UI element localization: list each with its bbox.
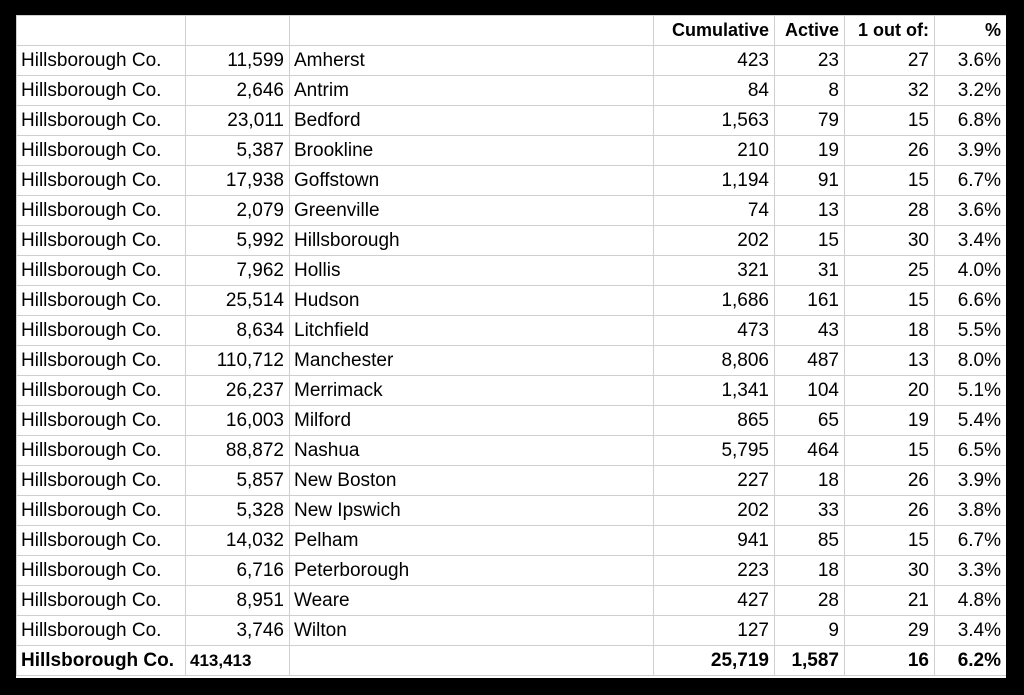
cell-town[interactable]: Goffstown bbox=[290, 166, 654, 196]
cell-one-out-of[interactable]: 26 bbox=[845, 466, 935, 496]
total-row bbox=[17, 646, 1007, 676]
cell-one-out-of[interactable]: 15 bbox=[845, 106, 935, 136]
cell-population[interactable]: 7,962 bbox=[186, 256, 290, 286]
cell-town[interactable]: Pelham bbox=[290, 526, 654, 556]
cell-town[interactable]: Amherst bbox=[290, 46, 654, 76]
cell-active[interactable]: 8 bbox=[775, 76, 845, 106]
cell-percent[interactable]: 3.6% bbox=[935, 196, 1007, 226]
cell-town[interactable]: Hudson bbox=[290, 286, 654, 316]
data-table bbox=[16, 15, 1006, 676]
cell-population[interactable]: 25,514 bbox=[186, 286, 290, 316]
cell-percent[interactable]: 3.9% bbox=[935, 466, 1007, 496]
cell-active[interactable]: 79 bbox=[775, 106, 845, 136]
cell-one-out-of[interactable]: 15 bbox=[845, 436, 935, 466]
cell-one-out-of[interactable]: 29 bbox=[845, 616, 935, 646]
cell-county[interactable]: Hillsborough Co. bbox=[17, 46, 186, 76]
cell-population[interactable]: 110,712 bbox=[186, 346, 290, 376]
table-row bbox=[17, 46, 1007, 76]
cell-percent[interactable]: 6.8% bbox=[935, 106, 1007, 136]
cell-county[interactable]: Hillsborough Co. bbox=[17, 436, 186, 466]
cell-population[interactable]: 23,011 bbox=[186, 106, 290, 136]
cell-percent[interactable]: 3.2% bbox=[935, 76, 1007, 106]
cell-cumulative[interactable]: 5,795 bbox=[654, 436, 775, 466]
cell-one-out-of[interactable]: 19 bbox=[845, 406, 935, 436]
cell-population[interactable]: 2,646 bbox=[186, 76, 290, 106]
cell-county[interactable]: Hillsborough Co. bbox=[17, 286, 186, 316]
cell-percent[interactable]: 3.3% bbox=[935, 556, 1007, 586]
table-row bbox=[17, 226, 1007, 256]
table-row bbox=[17, 466, 1007, 496]
header-percent[interactable]: % bbox=[935, 16, 1007, 46]
table-row bbox=[17, 196, 1007, 226]
cell-county[interactable]: Hillsborough Co. bbox=[17, 226, 186, 256]
cell-town[interactable]: Greenville bbox=[290, 196, 654, 226]
cell-percent[interactable]: 3.6% bbox=[935, 46, 1007, 76]
cell-population[interactable]: 16,003 bbox=[186, 406, 290, 436]
cell-active[interactable]: 104 bbox=[775, 376, 845, 406]
cell-county[interactable]: Hillsborough Co. bbox=[17, 166, 186, 196]
cell-one-out-of[interactable]: 15 bbox=[845, 166, 935, 196]
cell-active[interactable]: 43 bbox=[775, 316, 845, 346]
cell-percent[interactable]: 3.4% bbox=[935, 226, 1007, 256]
cell-one-out-of[interactable]: 13 bbox=[845, 346, 935, 376]
cell-town[interactable]: Nashua bbox=[290, 436, 654, 466]
table-row bbox=[17, 76, 1007, 106]
total-cell-one-out-of[interactable]: 16 bbox=[845, 646, 935, 676]
cell-county[interactable]: Hillsborough Co. bbox=[17, 496, 186, 526]
cell-town[interactable]: Manchester bbox=[290, 346, 654, 376]
cell-percent[interactable]: 5.5% bbox=[935, 316, 1007, 346]
table-row bbox=[17, 526, 1007, 556]
cell-one-out-of[interactable]: 26 bbox=[845, 136, 935, 166]
cell-active[interactable]: 31 bbox=[775, 256, 845, 286]
cell-active[interactable]: 65 bbox=[775, 406, 845, 436]
cell-cumulative[interactable]: 1,341 bbox=[654, 376, 775, 406]
cell-percent[interactable]: 5.4% bbox=[935, 406, 1007, 436]
cell-cumulative[interactable]: 202 bbox=[654, 226, 775, 256]
cell-town[interactable]: Weare bbox=[290, 586, 654, 616]
cell-active[interactable]: 487 bbox=[775, 346, 845, 376]
cell-one-out-of[interactable]: 25 bbox=[845, 256, 935, 286]
header-blank-population[interactable] bbox=[186, 16, 290, 46]
cell-cumulative[interactable]: 8,806 bbox=[654, 346, 775, 376]
cell-percent[interactable]: 6.7% bbox=[935, 526, 1007, 556]
cell-county[interactable]: Hillsborough Co. bbox=[17, 136, 186, 166]
cell-percent[interactable]: 5.1% bbox=[935, 376, 1007, 406]
cell-one-out-of[interactable]: 32 bbox=[845, 76, 935, 106]
cell-county[interactable]: Hillsborough Co. bbox=[17, 466, 186, 496]
cell-percent[interactable]: 3.8% bbox=[935, 496, 1007, 526]
table-row bbox=[17, 436, 1007, 466]
cell-population[interactable]: 5,992 bbox=[186, 226, 290, 256]
cell-percent[interactable]: 3.9% bbox=[935, 136, 1007, 166]
cell-population[interactable]: 17,938 bbox=[186, 166, 290, 196]
cell-cumulative[interactable]: 865 bbox=[654, 406, 775, 436]
cell-percent[interactable]: 4.0% bbox=[935, 256, 1007, 286]
cell-cumulative[interactable]: 202 bbox=[654, 496, 775, 526]
cell-population[interactable]: 14,032 bbox=[186, 526, 290, 556]
cell-county[interactable]: Hillsborough Co. bbox=[17, 586, 186, 616]
table-body bbox=[17, 46, 1007, 676]
header-blank-town[interactable] bbox=[290, 16, 654, 46]
table-row bbox=[17, 136, 1007, 166]
cell-percent[interactable]: 6.7% bbox=[935, 166, 1007, 196]
cell-population[interactable]: 5,328 bbox=[186, 496, 290, 526]
cell-active[interactable]: 91 bbox=[775, 166, 845, 196]
cell-active[interactable]: 23 bbox=[775, 46, 845, 76]
cell-population[interactable]: 88,872 bbox=[186, 436, 290, 466]
cell-one-out-of[interactable]: 30 bbox=[845, 226, 935, 256]
total-cell-percent[interactable]: 6.2% bbox=[935, 646, 1007, 676]
cell-population[interactable]: 8,634 bbox=[186, 316, 290, 346]
header-row bbox=[17, 16, 1007, 46]
table-row bbox=[17, 496, 1007, 526]
total-cell-active[interactable]: 1,587 bbox=[775, 646, 845, 676]
cell-one-out-of[interactable]: 30 bbox=[845, 556, 935, 586]
cell-one-out-of[interactable]: 20 bbox=[845, 376, 935, 406]
header-cumulative[interactable]: Cumulative bbox=[654, 16, 775, 46]
cell-active[interactable]: 85 bbox=[775, 526, 845, 556]
cell-population[interactable]: 6,716 bbox=[186, 556, 290, 586]
cell-town[interactable]: Bedford bbox=[290, 106, 654, 136]
cell-town[interactable]: Antrim bbox=[290, 76, 654, 106]
cell-town[interactable]: Brookline bbox=[290, 136, 654, 166]
cell-county[interactable]: Hillsborough Co. bbox=[17, 256, 186, 286]
cell-town[interactable]: Wilton bbox=[290, 616, 654, 646]
header-blank-county[interactable] bbox=[17, 16, 186, 46]
total-cell-population[interactable]: 413,413 bbox=[186, 646, 290, 676]
cell-county[interactable]: Hillsborough Co. bbox=[17, 616, 186, 646]
table-row bbox=[17, 406, 1007, 436]
cell-county[interactable]: Hillsborough Co. bbox=[17, 106, 186, 136]
cell-active[interactable]: 18 bbox=[775, 556, 845, 586]
cell-town[interactable]: Milford bbox=[290, 406, 654, 436]
cell-one-out-of[interactable]: 18 bbox=[845, 316, 935, 346]
header-active[interactable]: Active bbox=[775, 16, 845, 46]
cell-cumulative[interactable]: 227 bbox=[654, 466, 775, 496]
cell-active[interactable]: 33 bbox=[775, 496, 845, 526]
cell-town[interactable]: New Boston bbox=[290, 466, 654, 496]
cell-cumulative[interactable]: 473 bbox=[654, 316, 775, 346]
table-row bbox=[17, 256, 1007, 286]
cell-active[interactable]: 15 bbox=[775, 226, 845, 256]
cell-cumulative[interactable]: 223 bbox=[654, 556, 775, 586]
cell-cumulative[interactable]: 210 bbox=[654, 136, 775, 166]
cell-active[interactable]: 9 bbox=[775, 616, 845, 646]
cell-county[interactable]: Hillsborough Co. bbox=[17, 526, 186, 556]
spreadsheet bbox=[16, 15, 1006, 678]
cell-percent[interactable]: 8.0% bbox=[935, 346, 1007, 376]
cell-county[interactable]: Hillsborough Co. bbox=[17, 196, 186, 226]
cell-population[interactable]: 5,387 bbox=[186, 136, 290, 166]
cell-county[interactable]: Hillsborough Co. bbox=[17, 376, 186, 406]
table-row bbox=[17, 106, 1007, 136]
cell-cumulative[interactable]: 84 bbox=[654, 76, 775, 106]
cell-cumulative[interactable]: 941 bbox=[654, 526, 775, 556]
cell-active[interactable]: 464 bbox=[775, 436, 845, 466]
cell-population[interactable]: 26,237 bbox=[186, 376, 290, 406]
table-row bbox=[17, 556, 1007, 586]
cell-town[interactable]: New Ipswich bbox=[290, 496, 654, 526]
cell-cumulative[interactable]: 1,194 bbox=[654, 166, 775, 196]
cell-county[interactable]: Hillsborough Co. bbox=[17, 556, 186, 586]
cell-population[interactable]: 3,746 bbox=[186, 616, 290, 646]
cell-percent[interactable]: 4.8% bbox=[935, 586, 1007, 616]
cell-active[interactable]: 13 bbox=[775, 196, 845, 226]
cell-cumulative[interactable]: 423 bbox=[654, 46, 775, 76]
cell-cumulative[interactable]: 1,563 bbox=[654, 106, 775, 136]
cell-county[interactable]: Hillsborough Co. bbox=[17, 76, 186, 106]
table-row bbox=[17, 376, 1007, 406]
total-cell-town[interactable] bbox=[290, 646, 654, 676]
cell-population[interactable]: 2,079 bbox=[186, 196, 290, 226]
cell-active[interactable]: 19 bbox=[775, 136, 845, 166]
cell-active[interactable]: 161 bbox=[775, 286, 845, 316]
cell-cumulative[interactable]: 74 bbox=[654, 196, 775, 226]
cell-town[interactable]: Merrimack bbox=[290, 376, 654, 406]
cell-county[interactable]: Hillsborough Co. bbox=[17, 346, 186, 376]
cell-county[interactable]: Hillsborough Co. bbox=[17, 406, 186, 436]
table-row bbox=[17, 346, 1007, 376]
cell-population[interactable]: 5,857 bbox=[186, 466, 290, 496]
table-row bbox=[17, 616, 1007, 646]
cell-town[interactable]: Hollis bbox=[290, 256, 654, 286]
cell-percent[interactable]: 6.5% bbox=[935, 436, 1007, 466]
cell-population[interactable]: 11,599 bbox=[186, 46, 290, 76]
cell-active[interactable]: 18 bbox=[775, 466, 845, 496]
cell-active[interactable]: 28 bbox=[775, 586, 845, 616]
table-row bbox=[17, 316, 1007, 346]
table-row bbox=[17, 286, 1007, 316]
cell-cumulative[interactable]: 321 bbox=[654, 256, 775, 286]
cell-one-out-of[interactable]: 27 bbox=[845, 46, 935, 76]
cell-county[interactable]: Hillsborough Co. bbox=[17, 316, 186, 346]
cell-one-out-of[interactable]: 26 bbox=[845, 496, 935, 526]
cell-cumulative[interactable]: 127 bbox=[654, 616, 775, 646]
table-row bbox=[17, 586, 1007, 616]
cell-cumulative[interactable]: 1,686 bbox=[654, 286, 775, 316]
cell-cumulative[interactable]: 427 bbox=[654, 586, 775, 616]
cell-percent[interactable]: 6.6% bbox=[935, 286, 1007, 316]
cell-one-out-of[interactable]: 21 bbox=[845, 586, 935, 616]
cell-percent[interactable]: 3.4% bbox=[935, 616, 1007, 646]
total-cell-county[interactable]: Hillsborough Co. bbox=[17, 646, 186, 676]
cell-town[interactable]: Litchfield bbox=[290, 316, 654, 346]
header-one-out-of[interactable]: 1 out of: bbox=[845, 16, 935, 46]
total-cell-cumulative[interactable]: 25,719 bbox=[654, 646, 775, 676]
cell-population[interactable]: 8,951 bbox=[186, 586, 290, 616]
cell-one-out-of[interactable]: 28 bbox=[845, 196, 935, 226]
cell-town[interactable]: Peterborough bbox=[290, 556, 654, 586]
table-row bbox=[17, 166, 1007, 196]
cell-one-out-of[interactable]: 15 bbox=[845, 286, 935, 316]
cell-one-out-of[interactable]: 15 bbox=[845, 526, 935, 556]
cell-town[interactable]: Hillsborough bbox=[290, 226, 654, 256]
